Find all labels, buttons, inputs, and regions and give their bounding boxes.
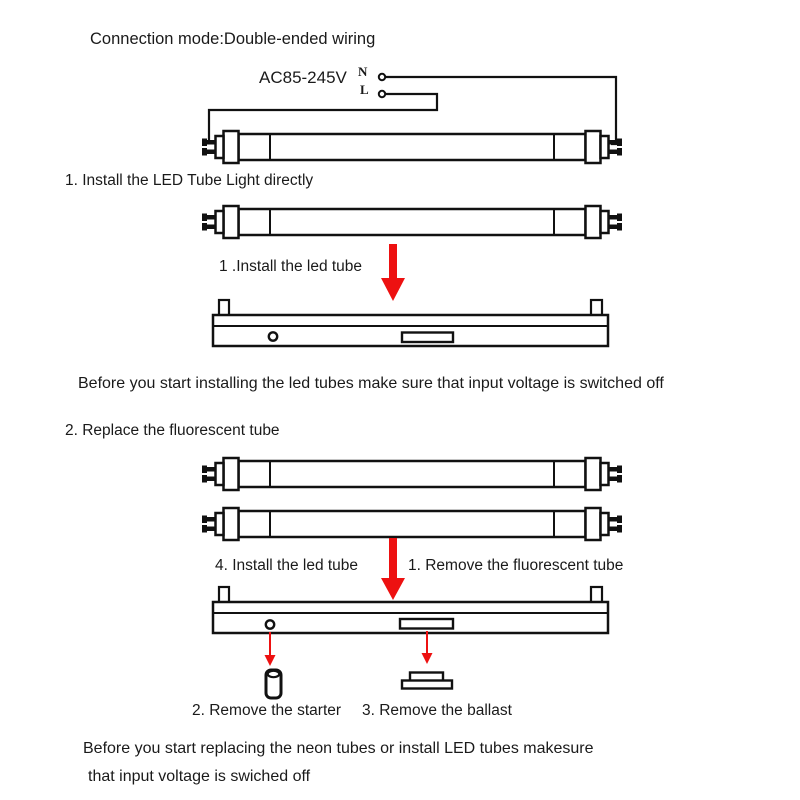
led-tube-drawing [202, 508, 622, 540]
step1-caution-text: Before you start installing the led tubes make sure that input voltage is switched off [78, 375, 664, 392]
fluorescent-tube-drawing [202, 458, 622, 490]
step2-remove-tube-label: 1. Remove the fluorescent tube [408, 557, 624, 574]
step2-remove-starter-label: 2. Remove the starter [192, 702, 342, 719]
terminal-l-label: L [360, 82, 369, 97]
voltage-label: AC85-245V [259, 68, 347, 87]
starter-socket-hole [269, 332, 277, 340]
starter-socket-hole [266, 620, 274, 628]
install-arrow-icon [381, 244, 405, 301]
remove-ballast-arrow-icon [422, 631, 433, 664]
step2-remove-ballast-label: 3. Remove the ballast [362, 702, 512, 719]
terminal-n-label: N [358, 64, 368, 79]
starter-drawing [266, 670, 281, 698]
step1-install-label: 1 .Install the led tube [219, 258, 363, 275]
step2-caution-line1: Before you start replacing the neon tubes or install LED tubes makesure [83, 740, 594, 757]
step2-heading: 2. Replace the fluorescent tube [65, 422, 280, 439]
terminal-n-dot [379, 74, 385, 80]
led-tube-drawing [202, 131, 622, 163]
page-title: Connection mode:Double-ended wiring [90, 30, 376, 48]
ballast-drawing [402, 673, 452, 689]
install-arrow-icon [381, 538, 405, 600]
step2-caution-line2: that input voltage is swiched off [88, 768, 311, 785]
led-tube-drawing [202, 206, 622, 238]
step2-install-label: 4. Install the led tube [215, 557, 359, 574]
ballast-cover [400, 619, 453, 629]
remove-starter-arrow-icon [265, 632, 276, 666]
terminal-l-dot [379, 91, 385, 97]
ballast-cover [402, 333, 453, 343]
step1-heading: 1. Install the LED Tube Light directly [65, 172, 314, 189]
